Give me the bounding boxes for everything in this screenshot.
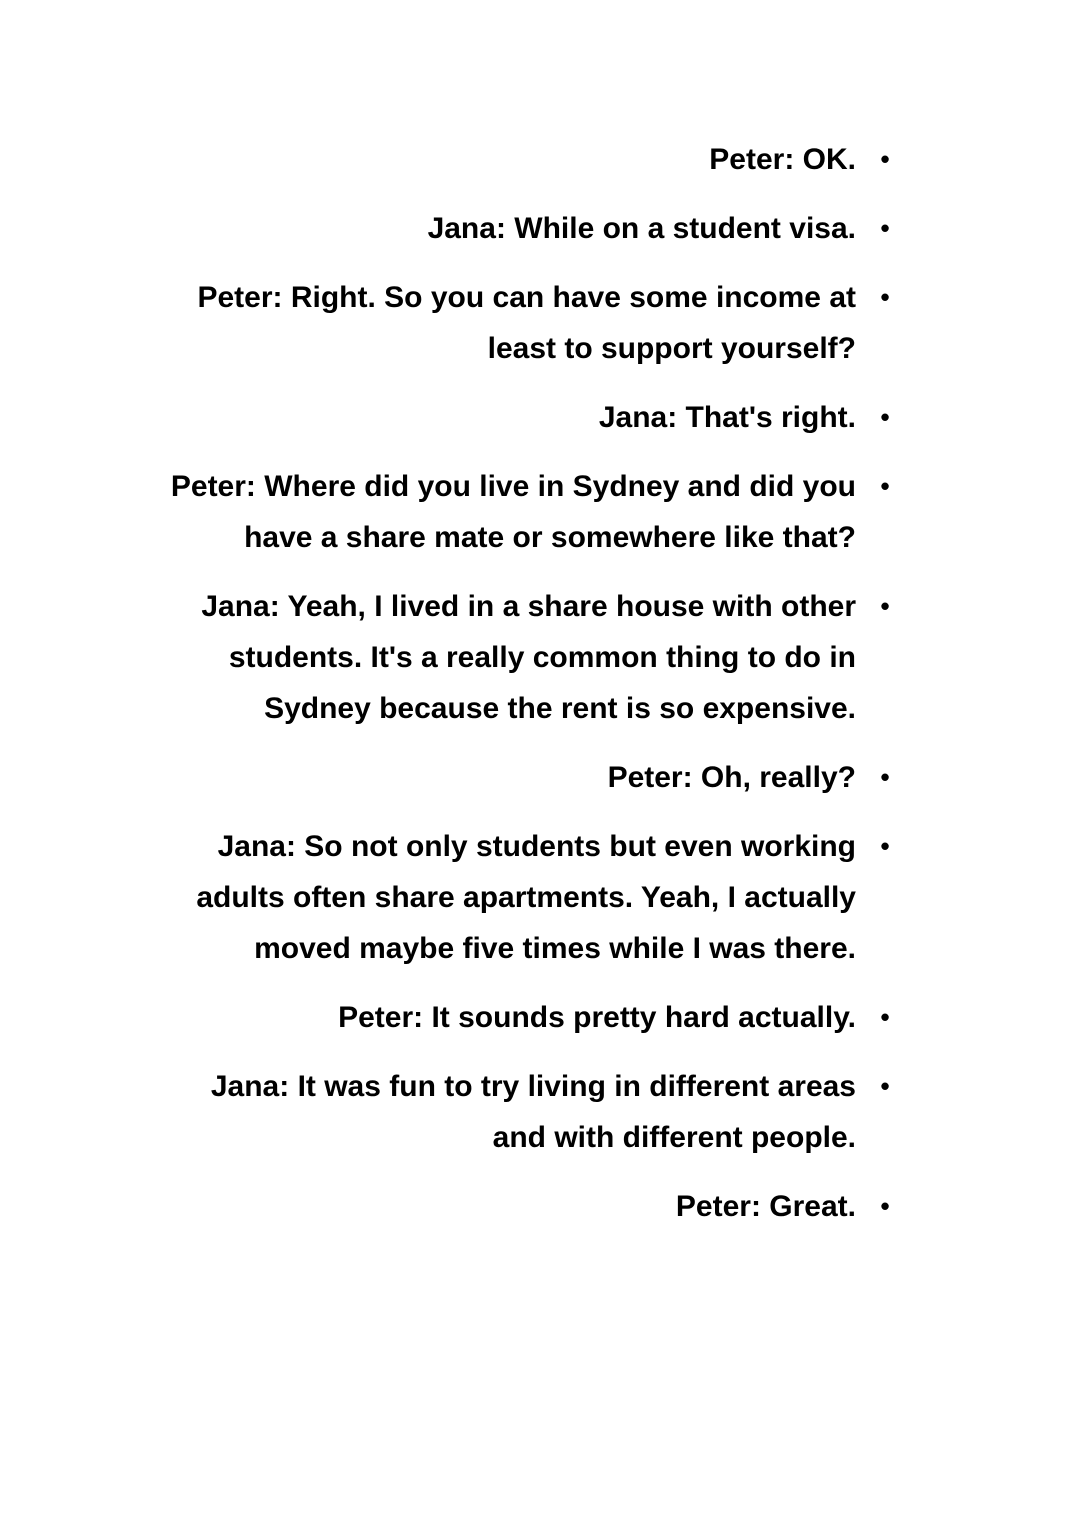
bullet-icon: • [880, 762, 890, 792]
dialogue-text: Peter: Oh, really? [607, 761, 856, 794]
bullet-icon: • [880, 402, 890, 432]
bullet-icon: • [880, 831, 890, 861]
dialogue-text: Peter: Great. [675, 1190, 856, 1223]
bullet-icon: • [880, 1002, 890, 1032]
bullet-icon: • [880, 1071, 890, 1101]
bullet-icon: • [880, 1191, 890, 1221]
bullet-icon: • [880, 213, 890, 243]
dialogue-line [150, 461, 910, 563]
bullet-icon: • [880, 471, 890, 501]
dialogue-line [150, 992, 910, 1043]
dialogue-line [150, 821, 910, 974]
bullet-icon: • [880, 282, 890, 312]
dialogue-text: Jana: Yeah, I lived in a share house with other students. It's a really common thing to do in Sydney because the rent is so expensive. [201, 590, 856, 725]
dialogue-line [150, 581, 910, 734]
dialogue-list [150, 134, 910, 1250]
dialogue-line [150, 203, 910, 254]
dialogue-text: Jana: While on a student visa. [427, 212, 856, 245]
dialogue-line [150, 272, 910, 374]
dialogue-line [150, 392, 910, 443]
dialogue-text: Peter: Right. So you can have some income at least to support yourself? [197, 281, 856, 365]
dialogue-text: Jana: It was fun to try living in different areas and with different people. [210, 1070, 856, 1154]
dialogue-text: Peter: Where did you live in Sydney and did you have a share mate or somewhere like that? [170, 470, 856, 554]
bullet-icon: • [880, 591, 890, 621]
dialogue-line [150, 752, 910, 803]
dialogue-text: Jana: So not only students but even working adults often share apartments. Yeah, I actually moved maybe five times while I was there. [196, 830, 856, 965]
dialogue-line [150, 1181, 910, 1232]
dialogue-text: Jana: That's right. [598, 401, 856, 434]
bullet-icon: • [880, 144, 890, 174]
dialogue-text: Peter: OK. [709, 143, 856, 176]
dialogue-line [150, 134, 910, 185]
dialogue-line [150, 1061, 910, 1163]
dialogue-text: Peter: It sounds pretty hard actually. [338, 1001, 856, 1034]
